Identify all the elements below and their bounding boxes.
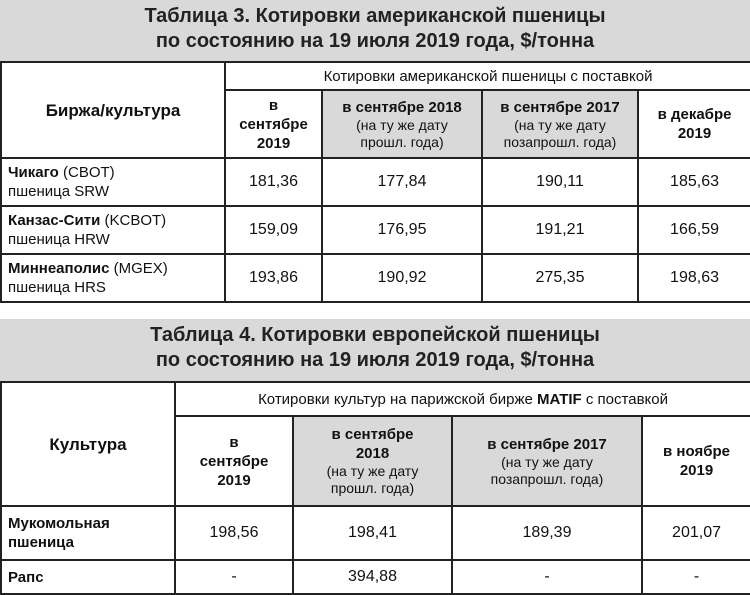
table-cell: 181,36	[225, 158, 322, 206]
table4-col-header: в сентябре 2018 (на ту же дату прошл. года)	[293, 416, 452, 506]
table3-col-header: в сентябре 2019	[225, 90, 322, 158]
table-cell: 185,63	[638, 158, 750, 206]
table3-row-header: Биржа/культура	[1, 62, 225, 158]
table-cell: 177,84	[322, 158, 482, 206]
table-cell: 190,92	[322, 254, 482, 302]
table4	[0, 381, 750, 595]
table-cell: 275,35	[482, 254, 638, 302]
row-label: Канзас-Сити (KCBOT) пшеница HRW	[1, 206, 225, 254]
table-row	[1, 560, 750, 594]
table4-row-header: Культура	[1, 382, 175, 506]
row-label: Чикаго (CBOT) пшеница SRW	[1, 158, 225, 206]
table3	[0, 61, 750, 303]
row-label: Миннеаполис (MGEX) пшеница HRS	[1, 254, 225, 302]
table-cell: 198,63	[638, 254, 750, 302]
table3-col-header: в декабре 2019	[638, 90, 750, 158]
table-cell: 191,21	[482, 206, 638, 254]
table-row	[1, 506, 750, 560]
table4-title-line1: Таблица 4. Котировки европейской пшеницы	[150, 324, 600, 346]
table-row	[1, 206, 750, 254]
table3-col-header: в сентябре 2017 (на ту же дату позапрошл. года)	[482, 90, 638, 158]
table-cell: 198,56	[175, 506, 293, 560]
table-row	[1, 254, 750, 302]
table4-col-header: в сентябре 2019	[175, 416, 293, 506]
table-cell: 189,39	[452, 506, 642, 560]
table3-title-line1: Таблица 3. Котировки американской пшеницы	[144, 5, 606, 27]
row-label: Рапс	[1, 560, 175, 594]
table-cell: 394,88	[293, 560, 452, 594]
table3-title	[0, 0, 750, 61]
table3-col-header: в сентябре 2018 (на ту же дату прошл. года)	[322, 90, 482, 158]
table4-title	[0, 319, 750, 381]
table-cell: -	[452, 560, 642, 594]
table-cell: 176,95	[322, 206, 482, 254]
table3-title-line2: по состоянию на 19 июля 2019 года, $/тонна	[155, 30, 595, 52]
table-cell: 159,09	[225, 206, 322, 254]
table3-group-header: Котировки американской пшеницы с поставкой	[225, 62, 750, 90]
table-row	[1, 158, 750, 206]
table4-col-header: в сентябре 2017 (на ту же дату позапрошл. года)	[452, 416, 642, 506]
table-cell: -	[175, 560, 293, 594]
table4-col-header: в ноябре 2019	[642, 416, 750, 506]
table4-group-header: Котировки культур на парижской бирже MATIF с поставкой	[175, 382, 750, 416]
table4-title-line2: по состоянию на 19 июля 2019 года, $/тонна	[155, 349, 595, 371]
table-cell: 166,59	[638, 206, 750, 254]
table-cell: 201,07	[642, 506, 750, 560]
table-cell: 193,86	[225, 254, 322, 302]
row-label: Мукомольная пшеница	[1, 506, 175, 560]
table-cell: 190,11	[482, 158, 638, 206]
table-cell: 198,41	[293, 506, 452, 560]
table-cell: -	[642, 560, 750, 594]
